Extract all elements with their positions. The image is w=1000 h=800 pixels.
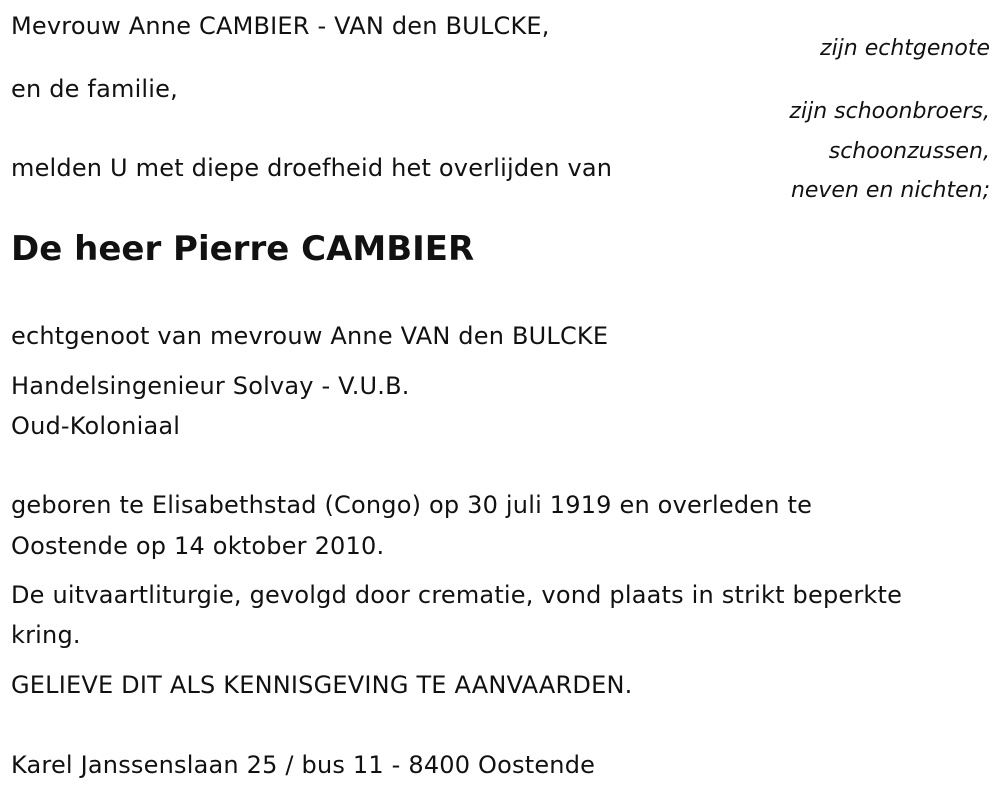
announce-line: melden U met diepe droefheid het overlijden van bbox=[11, 154, 613, 182]
relation-sisters-in-law: schoonzussen, bbox=[828, 139, 990, 164]
spouse-line: echtgenoot van mevrouw Anne VAN den BULCKE bbox=[11, 322, 609, 350]
family-line: en de familie, bbox=[11, 75, 178, 103]
title-line: Oud-Koloniaal bbox=[11, 412, 181, 440]
deceased-name: De heer Pierre CAMBIER bbox=[11, 229, 475, 269]
funeral-line-2: kring. bbox=[11, 621, 81, 649]
request-line: GELIEVE DIT ALS KENNISGEVING TE AANVAARDEN. bbox=[11, 671, 633, 699]
relation-spouse: zijn echtgenote bbox=[820, 36, 990, 61]
announcer-line: Mevrouw Anne CAMBIER - VAN den BULCKE, bbox=[11, 12, 550, 40]
birth-death-line-2: Oostende op 14 oktober 2010. bbox=[11, 532, 385, 560]
funeral-line-1: De uitvaartliturgie, gevolgd door crematie, vond plaats in strikt beperkte bbox=[11, 581, 903, 609]
address-line: Karel Janssenslaan 25 / bus 11 - 8400 Oostende bbox=[11, 751, 596, 779]
birth-death-line-1: geboren te Elisabethstad (Congo) op 30 juli 1919 en overleden te bbox=[11, 491, 813, 519]
relation-brothers-in-law: zijn schoonbroers, bbox=[789, 99, 990, 124]
relation-nephews-nieces: neven en nichten; bbox=[790, 178, 990, 203]
profession-line: Handelsingenieur Solvay - V.U.B. bbox=[11, 372, 410, 400]
